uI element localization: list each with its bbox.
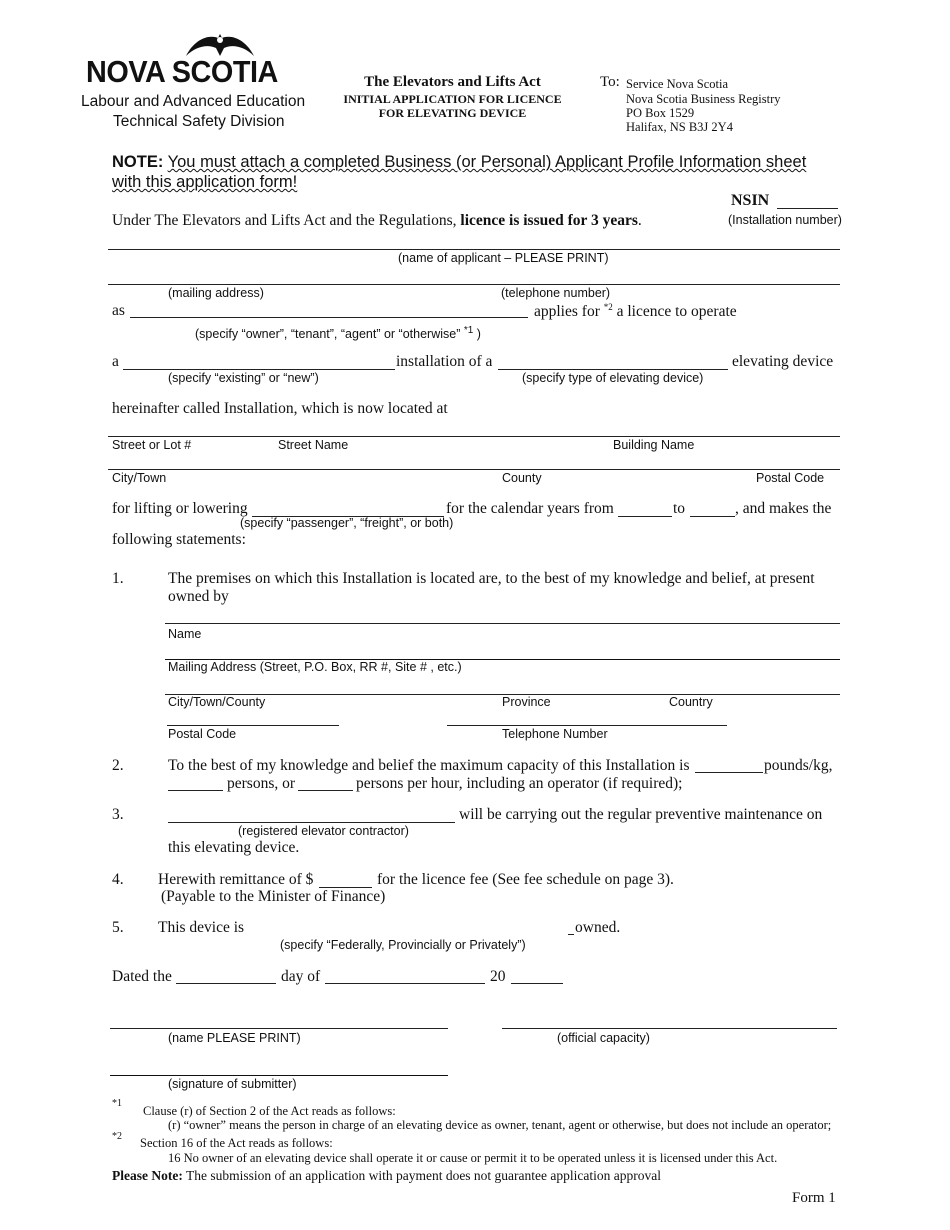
owner-postal-code-label: Postal Code	[168, 727, 237, 741]
capacity-per-hour-field[interactable]	[298, 790, 353, 791]
intro-text	[112, 212, 642, 230]
owner-telephone-field[interactable]	[447, 725, 727, 726]
to-label-years: to	[673, 500, 686, 517]
note-line-2: with this application form!	[112, 173, 298, 191]
applicant-name-field[interactable]	[108, 249, 840, 250]
elevating-device-label: elevating device	[732, 353, 834, 370]
official-capacity-label: (official capacity)	[557, 1031, 650, 1045]
item-2-text-b: pounds/kg,	[764, 757, 833, 774]
county-label: County	[502, 471, 542, 485]
item-2-number: 2.	[112, 757, 124, 774]
note-label: NOTE:	[112, 153, 164, 171]
please-note-label: Please Note:	[112, 1168, 183, 1183]
specify-owner-caption	[195, 325, 481, 341]
city-county-field[interactable]	[108, 469, 840, 470]
item-5-number: 5.	[112, 919, 124, 936]
as-label: as	[112, 302, 125, 319]
street-name-label: Street Name	[278, 438, 349, 452]
to-label: To:	[600, 74, 620, 90]
footnote-2-marker: *2	[112, 1131, 122, 1142]
form-title-line-1: INITIAL APPLICATION FOR LICENCE	[343, 92, 562, 106]
owner-postal-code-field[interactable]	[167, 725, 339, 726]
form-title-line-2: FOR ELEVATING DEVICE	[378, 106, 527, 120]
lifting-label: for lifting or lowering	[112, 500, 248, 517]
postal-code-label: Postal Code	[756, 471, 825, 485]
ownership-type-field[interactable]	[568, 934, 574, 935]
specify-passenger-caption: (specify “passenger”, “freight”, or both)	[240, 516, 454, 530]
owner-name-label: Name	[168, 627, 202, 641]
to-line-3: PO Box 1529	[626, 106, 695, 120]
following-statements-label: following statements:	[112, 531, 246, 548]
logo-wordmark: NOVA SCOTIA	[86, 54, 278, 89]
year-prefix-label: 20	[490, 968, 506, 985]
mailing-address-field[interactable]	[108, 284, 840, 285]
name-print-label: (name PLEASE PRINT)	[168, 1031, 301, 1045]
city-town-label: City/Town	[112, 471, 167, 485]
item-3-text-b: this elevating device.	[168, 839, 300, 856]
to-line-4: Halifax, NS B3J 2Y4	[626, 120, 733, 134]
name-print-field[interactable]	[110, 1028, 448, 1029]
specify-owner-text: (specify “owner”, “tenant”, “agent” or “otherwise”	[195, 327, 461, 342]
item-1-number: 1.	[112, 570, 124, 587]
telephone-label: (telephone number)	[501, 286, 611, 300]
note-line-1	[112, 153, 806, 172]
year-to-field[interactable]	[690, 516, 735, 517]
calendar-years-label: for the calendar years from	[446, 500, 614, 517]
capacity-weight-field[interactable]	[695, 772, 763, 773]
item-3-number: 3.	[112, 806, 124, 823]
street-address-field[interactable]	[108, 436, 840, 437]
footnote-2-text: 16 No owner of an elevating device shall operate it or cause or permit it to be operated unless it is licensed under this Act.	[168, 1151, 778, 1165]
footnote-1-marker: *1	[112, 1098, 122, 1109]
act-title: The Elevators and Lifts Act	[364, 74, 541, 90]
licence-to-operate-label: a licence to operate	[616, 303, 737, 321]
applies-for-text	[534, 302, 737, 321]
item-2-text-d: persons per hour, including an operator (if required);	[356, 775, 683, 792]
footnote-ref-2: *2	[603, 302, 613, 312]
note-text-1: You must attach a completed Business (or Personal) Applicant Profile Information sheet	[167, 153, 807, 171]
item-4-text-b: for the licence fee (See fee schedule on page 3).	[377, 871, 674, 888]
day-of-label: day of	[281, 968, 321, 985]
capacity-persons-field[interactable]	[168, 790, 223, 791]
intro-text-end: .	[637, 212, 642, 229]
dated-label: Dated the	[112, 968, 172, 985]
street-lot-label: Street or Lot #	[112, 438, 192, 452]
dated-day-field[interactable]	[176, 983, 276, 984]
a-label: a	[112, 353, 119, 370]
year-from-field[interactable]	[618, 516, 672, 517]
nsin-field[interactable]	[777, 208, 838, 209]
item-1-text-line-1: The premises on which this Installation is located are, to the best of my knowledge and belief, at present	[168, 570, 815, 587]
owner-mailing-address-label: Mailing Address (Street, P.O. Box, RR #, Site # , etc.)	[168, 660, 462, 674]
dated-year-field[interactable]	[511, 983, 563, 984]
footnote-1-title: Clause (r) of Section 2 of the Act reads as follows:	[143, 1104, 396, 1118]
ownership-caption: (specify “Federally, Provincially or Privately”)	[280, 938, 526, 952]
please-note	[112, 1168, 661, 1184]
makes-the-label: , and makes the	[735, 500, 832, 517]
device-type-field[interactable]	[498, 369, 728, 370]
footnote-2-title: Section 16 of the Act reads as follows:	[140, 1136, 333, 1150]
applicant-role-field[interactable]	[130, 317, 528, 318]
item-5-text-b: owned.	[575, 919, 621, 936]
official-capacity-field[interactable]	[502, 1028, 837, 1029]
applicant-name-label: (name of applicant – PLEASE PRINT)	[398, 251, 609, 265]
mailing-address-label: (mailing address)	[168, 286, 264, 300]
please-note-text: The submission of an application with payment does not guarantee application approval	[185, 1168, 661, 1183]
intro-text-bold: licence is issued for 3 years	[460, 212, 638, 229]
hereinafter-text: hereinafter called Installation, which is now located at	[112, 400, 448, 417]
owner-name-field[interactable]	[165, 623, 840, 624]
intro-text-regular: Under The Elevators and Lifts Act and the Regulations,	[112, 212, 461, 229]
nsin-caption: (Installation number)	[728, 213, 842, 227]
item-2-text-c: persons, or	[227, 775, 296, 792]
to-line-1: Service Nova Scotia	[626, 77, 729, 91]
dated-month-field[interactable]	[325, 983, 485, 984]
specify-owner-close: )	[476, 327, 481, 342]
item-3-text-a: will be carrying out the regular preventive maintenance on	[459, 806, 823, 823]
signature-label: (signature of submitter)	[168, 1077, 297, 1091]
item-4-text-c: (Payable to the Minister of Finance)	[161, 888, 386, 905]
contractor-caption: (registered elevator contractor)	[238, 824, 409, 838]
form-number: Form 1	[792, 1190, 836, 1206]
owner-city-label: City/Town/County	[168, 695, 266, 709]
item-2-text-a: To the best of my knowledge and belief the maximum capacity of this Installation is	[168, 757, 690, 774]
to-line-2: Nova Scotia Business Registry	[626, 92, 781, 106]
item-1-text-line-2: owned by	[168, 588, 229, 605]
specify-type-caption: (specify type of elevating device)	[522, 371, 704, 385]
building-name-label: Building Name	[613, 438, 695, 452]
installation-status-field[interactable]	[123, 369, 395, 370]
department-name: Labour and Advanced Education	[81, 93, 306, 110]
item-4-text-a: Herewith remittance of $	[158, 871, 314, 888]
division-name: Technical Safety Division	[113, 113, 285, 130]
logo	[80, 26, 312, 90]
contractor-field[interactable]	[168, 822, 455, 823]
applies-for-label: applies for	[534, 303, 600, 321]
item-4-number: 4.	[112, 871, 124, 888]
installation-of-label: installation of a	[396, 353, 493, 370]
item-5-text-a: This device is	[158, 919, 245, 936]
owner-country-label: Country	[669, 695, 713, 709]
specify-existing-caption: (specify “existing” or “new”)	[168, 371, 319, 385]
nsin-label: NSIN	[731, 192, 770, 209]
owner-telephone-label: Telephone Number	[502, 727, 608, 741]
footnote-ref-1: *1	[463, 325, 474, 336]
owner-province-label: Province	[502, 695, 551, 709]
signature-field[interactable]	[110, 1075, 448, 1076]
footnote-1-text: (r) “owner” means the person in charge of an elevating device as owner, tenant, agent or otherwise, but does not include an operator;	[168, 1118, 832, 1132]
